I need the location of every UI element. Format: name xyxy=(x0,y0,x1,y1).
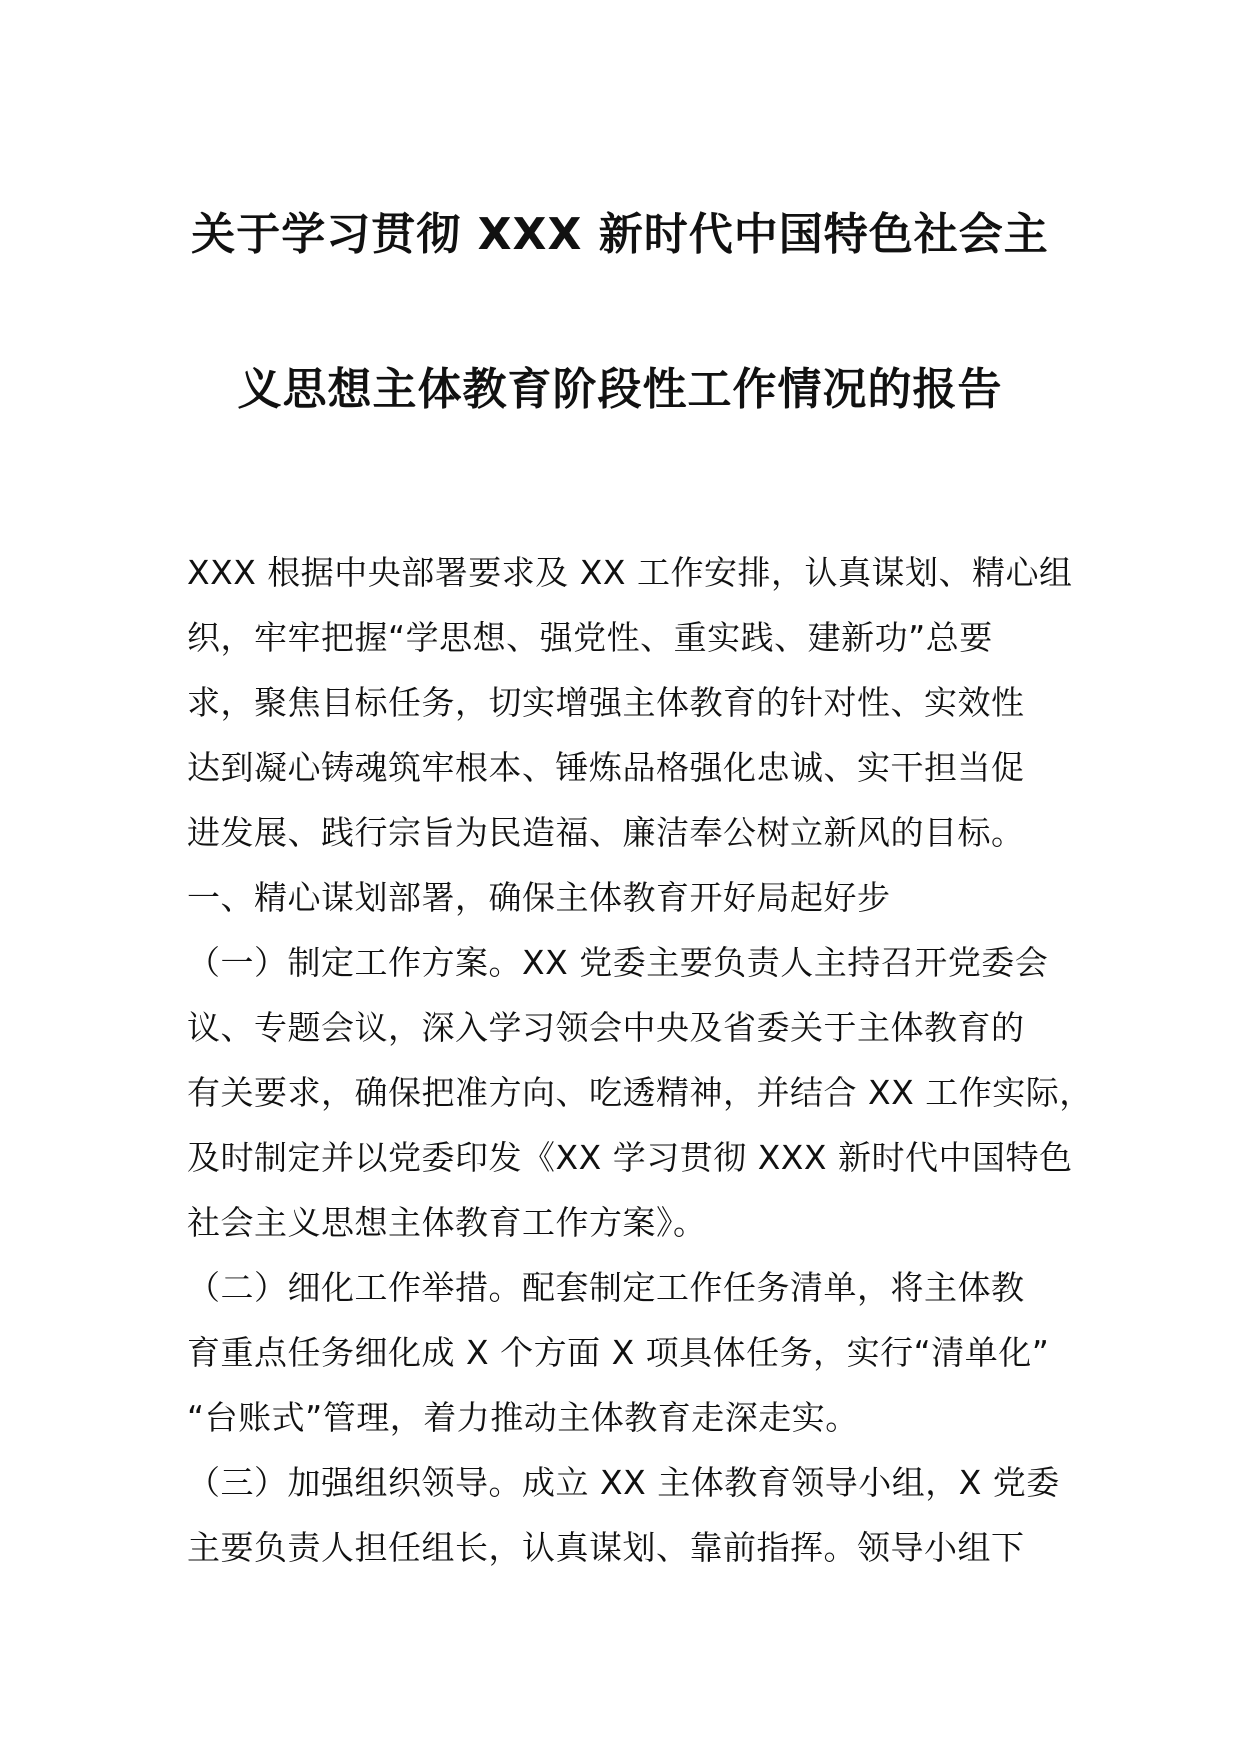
body-line-7: （一）制定工作方案。XX 党委主要负责人主持召开党委会 xyxy=(187,943,1049,982)
body-line-4: 达到凝心铸魂筑牢根本、锤炼品格强化忠诚、实干担当促 xyxy=(187,748,1025,787)
document-body xyxy=(187,540,1093,1580)
document-title-line-1: 关于学习贯彻 XXX 新时代中国特色社会主 xyxy=(191,209,1049,260)
body-line-9: 有关要求，确保把准方向、吃透精神，并结合 XX 工作实际， xyxy=(187,1073,1093,1112)
body-line-1: XXX 根据中央部署要求及 XX 工作安排，认真谋划、精心组 xyxy=(187,553,1073,592)
body-line-11: 社会主义思想主体教育工作方案》。 xyxy=(187,1203,707,1242)
body-line-5: 进发展、践行宗旨为民造福、廉洁奉公树立新风的目标。 xyxy=(187,813,1025,852)
body-line-15: （三）加强组织领导。成立 XX 主体教育领导小组，X 党委 xyxy=(187,1463,1060,1502)
section-heading-1: 一、精心谋划部署，确保主体教育开好局起好步 xyxy=(187,878,891,917)
document-title-line-2: 义思想主体教育阶段性工作情况的报告 xyxy=(237,364,1003,415)
body-line-14: “台账式”管理，着力推动主体教育走深走实。 xyxy=(187,1398,859,1437)
body-line-10: 及时制定并以党委印发《XX 学习贯彻 XXX 新时代中国特色 xyxy=(187,1138,1073,1177)
body-line-13: 育重点任务细化成 X 个方面 X 项具体任务，实行“清单化” xyxy=(187,1333,1050,1372)
body-line-8: 议、专题会议，深入学习领会中央及省委关于主体教育的 xyxy=(187,1008,1025,1047)
body-line-3: 求，聚焦目标任务，切实增强主体教育的针对性、实效性 xyxy=(187,683,1025,722)
body-line-2: 织，牢牢把握“学思想、强党性、重实践、建新功”总要 xyxy=(187,618,993,657)
body-line-12: （二）细化工作举措。配套制定工作任务清单，将主体教 xyxy=(187,1268,1025,1307)
body-line-16: 主要负责人担任组长，认真谋划、靠前指挥。领导小组下 xyxy=(187,1528,1025,1567)
